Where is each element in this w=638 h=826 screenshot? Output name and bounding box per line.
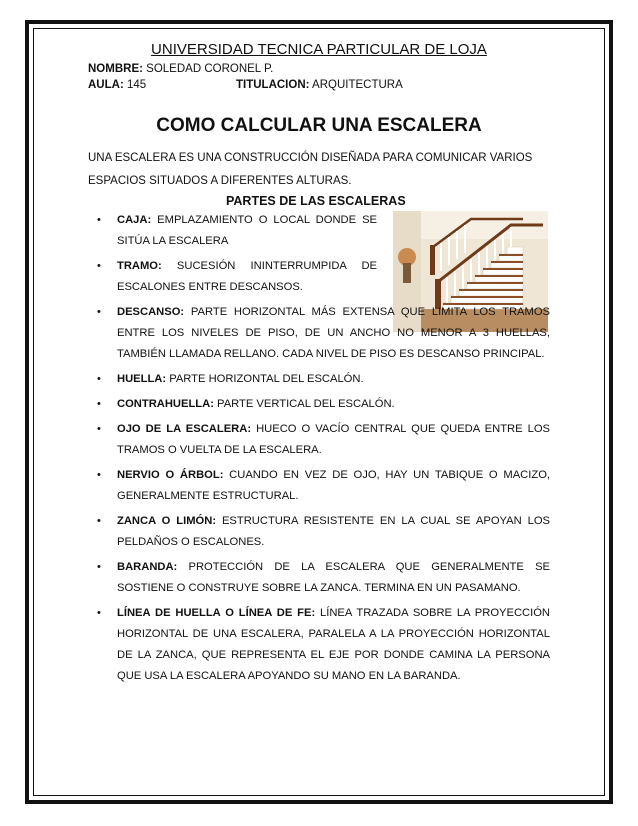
titulacion-value: ARQUITECTURA	[312, 79, 403, 91]
list-item-ojo	[88, 419, 550, 461]
term-tramo: TRAMO:	[117, 260, 162, 272]
nombre-value: SOLEDAD CORONEL P.	[146, 63, 274, 75]
nombre-line	[88, 63, 273, 75]
term-caja: CAJA:	[117, 214, 152, 226]
aula-line	[88, 79, 146, 91]
list-item-contrahuella	[88, 394, 550, 415]
term-descanso: DESCANSO:	[117, 306, 185, 318]
def-baranda: PROTECCIÓN DE LA ESCALERA QUE GENERALMENTE SE SOSTIENE O CONSTRUYE SOBRE LA ZANCA. TERMINA EN UN PASAMANO.	[117, 561, 550, 594]
list-item-caja	[88, 210, 550, 252]
term-huella: HUELLA:	[117, 373, 167, 385]
def-zanca: ESTRUCTURA RESISTENTE EN LA CUAL SE APOYAN LOS PELDAÑOS O ESCALONES.	[117, 515, 551, 548]
def-ojo: HUECO O VACÍO CENTRAL QUE QUEDA ENTRE LOS TRAMOS O VUELTA DE LA ESCALERA.	[117, 423, 550, 456]
def-caja: EMPLAZAMIENTO O LOCAL DONDE SE SITÚA LA ESCALERA	[117, 214, 377, 247]
titulacion-label: TITULACION:	[236, 79, 310, 91]
titulacion-line	[236, 79, 403, 91]
intro-paragraph: UNA ESCALERA ES UNA CONSTRUCCIÓN DISEÑADA PARA COMUNICAR VARIOS ESPACIOS SITUADOS A DIFERENTES ALTURAS.	[88, 152, 533, 187]
list-item-baranda	[88, 557, 550, 599]
nombre-label: NOMBRE:	[88, 63, 143, 75]
def-descanso: PARTE HORIZONTAL MÁS EXTENSA QUE LIMITA LOS TRAMOS ENTRE LOS NIVELES DE PISO, DE UN ANCHO NO MENOR A 3 HUELLAS, TAMBIÉN LLAMADA RELLANO. CADA NIVEL DE PISO ES DESCANSO PRINCIPAL.	[117, 306, 550, 360]
term-zanca: ZANCA O LIMÓN:	[117, 515, 217, 527]
term-nervio: NERVIO O ÁRBOL:	[117, 469, 224, 481]
list-item-tramo	[88, 256, 550, 298]
def-contrahuella: PARTE VERTICAL DEL ESCALÓN.	[213, 398, 395, 410]
def-tramo: SUCESIÓN ININTERRUMPIDA DE ESCALONES ENTRE DESCANSOS.	[117, 260, 377, 293]
list-item-huella	[88, 369, 550, 390]
bullet-icon: •	[97, 515, 101, 527]
parts-heading: PARTES DE LAS ESCALERAS	[226, 194, 406, 208]
def-linea-de-huella: LÍNEA TRAZADA SOBRE LA PROYECCIÓN HORIZONTAL DE UNA ESCALERA, PARALELA A LA PROYECCIÓN HORIZONTAL DE LA ZANCA, QUE REPRESENTA EL EJE POR DONDE CAMINA LA PERSONA QUE USA LA ESCALERA APOYANDO SU MANO EN LA BARANDA.	[117, 607, 550, 682]
term-linea-de-huella: LÍNEA DE HUELLA O LÍNEA DE FE:	[117, 607, 316, 619]
def-nervio: CUANDO EN VEZ DE OJO, HAY UN TABIQUE O MACIZO, GENERALMENTE ESTRUCTURAL.	[117, 469, 550, 502]
list-item-nervio	[88, 465, 550, 507]
document-title: COMO CALCULAR UNA ESCALERA	[156, 115, 482, 136]
bullet-icon: •	[97, 214, 101, 226]
list-item-zanca	[88, 511, 550, 553]
list-item-linea-de-huella	[88, 603, 550, 687]
list-item-descanso	[88, 302, 550, 365]
term-ojo: OJO DE LA ESCALERA:	[117, 423, 252, 435]
term-baranda: BARANDA:	[117, 561, 178, 573]
bullet-icon: •	[97, 469, 101, 481]
def-huella: PARTE HORIZONTAL DEL ESCALÓN.	[166, 373, 364, 385]
bullet-icon: •	[97, 561, 101, 573]
bullet-icon: •	[97, 373, 101, 385]
aula-value: 145	[126, 79, 147, 91]
bullet-icon: •	[97, 260, 101, 272]
parts-list	[88, 210, 550, 691]
bullet-icon: •	[97, 607, 101, 619]
term-contrahuella: CONTRAHUELLA:	[117, 398, 214, 410]
bullet-icon: •	[97, 423, 101, 435]
bullet-icon: •	[97, 398, 101, 410]
aula-label: AULA:	[88, 79, 124, 91]
bullet-icon: •	[97, 306, 101, 318]
university-heading: UNIVERSIDAD TECNICA PARTICULAR DE LOJA	[151, 41, 487, 58]
